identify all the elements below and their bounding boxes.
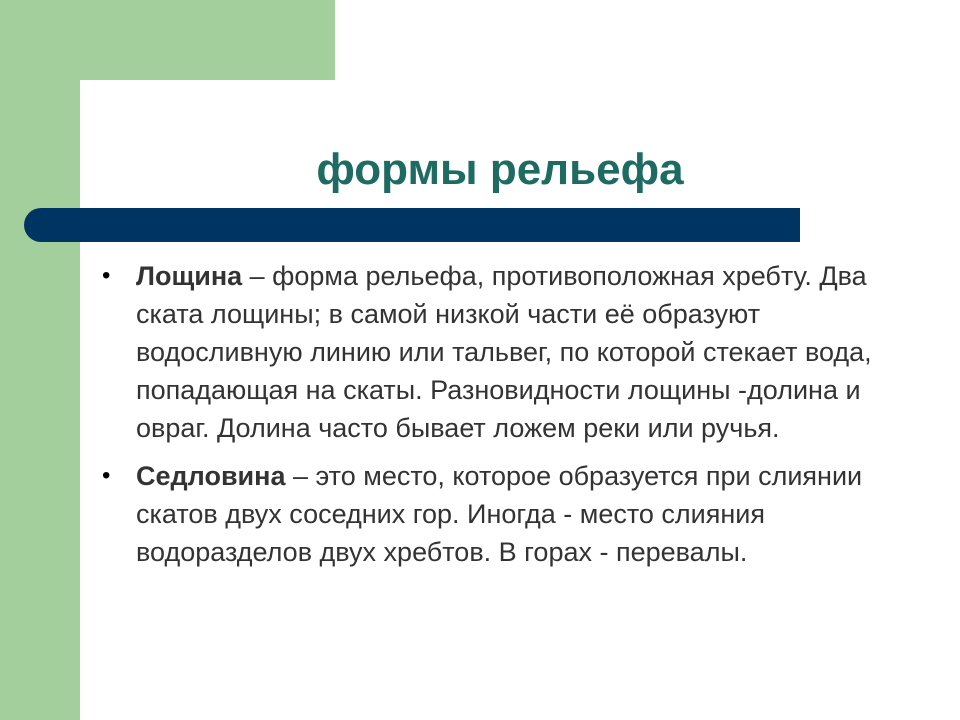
green-top-band <box>0 0 335 80</box>
bullet-dot-icon: • <box>102 262 111 289</box>
bullet-text: – форма рельефа, противоположная хребту. Два ската лощины; в самой низкой части её образуют водосливную линию или тальвег, по которой стекает вода, попадающая на скаты. Разновидности лощины -долина и овраг. Долина часто бывает ложем реки или ручья. <box>136 261 872 443</box>
bullet-term: Седловина <box>136 461 286 491</box>
bullet-list <box>100 257 880 581</box>
green-left-band <box>0 0 80 720</box>
bullet-item-loshchina <box>100 257 880 447</box>
bullet-item-sedlovina <box>100 457 880 571</box>
bullet-term: Лощина <box>136 261 243 291</box>
bullet-text: – это место, которое образуется при слиянии скатов двух соседних гор. Иногда - место слияния водоразделов двух хребтов. В горах - перевалы. <box>136 461 863 567</box>
bullet-dot-icon: • <box>102 462 111 489</box>
title-underline-bar <box>24 208 800 242</box>
slide-title: формы рельефа <box>316 145 684 194</box>
